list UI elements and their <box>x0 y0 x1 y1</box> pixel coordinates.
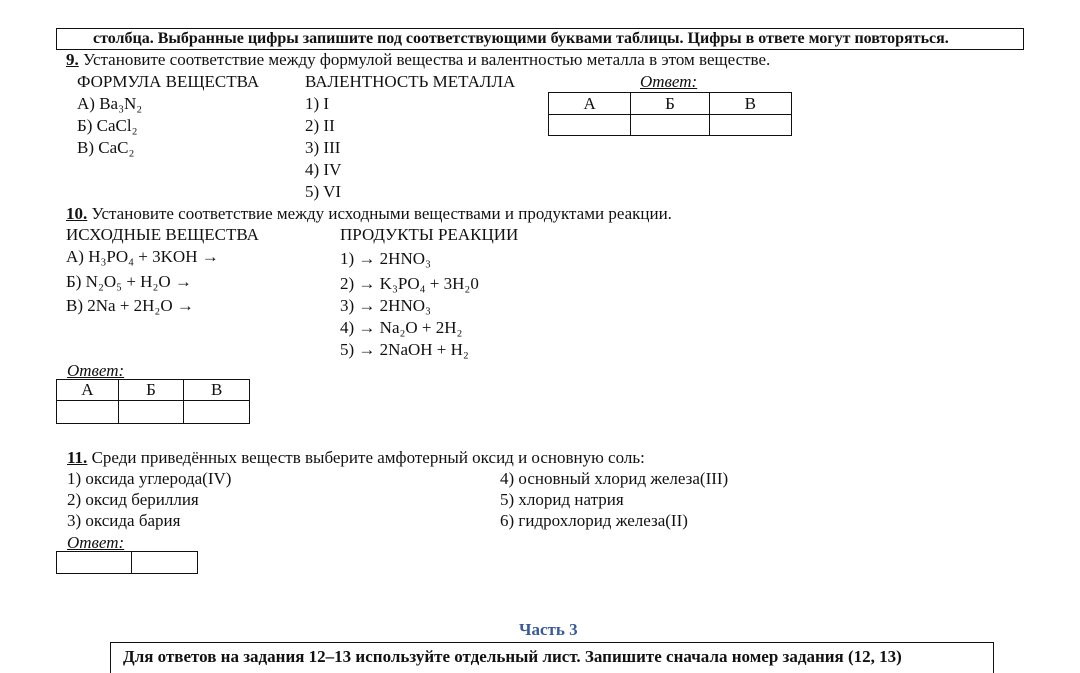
q9-answer-cell[interactable] <box>709 115 791 136</box>
header-instruction-box <box>56 28 1024 50</box>
q11-option: 1) оксида углерода(IV) <box>67 469 232 488</box>
q10-left-header: ИСХОДНЫЕ ВЕЩЕСТВА <box>66 225 259 244</box>
q9-answer-table <box>548 92 792 136</box>
q11-number: 11. <box>67 448 88 467</box>
q11-option: 5) хлорид натрия <box>500 490 624 509</box>
q9-right-item: 4) IV <box>305 160 342 179</box>
q9-answer-cell[interactable] <box>631 115 709 136</box>
part3-title: Часть 3 <box>519 620 578 639</box>
q11-answer-table <box>56 551 198 574</box>
q11-text: Среди приведённых веществ выберите амфотерный оксид и основную соль: <box>87 448 645 467</box>
q9-right-item: 2) II <box>305 116 335 135</box>
q9-prompt <box>66 50 770 70</box>
q10-answer-cell[interactable] <box>184 401 250 424</box>
q10-answer-cell[interactable] <box>118 401 184 424</box>
q9-answer-header: А <box>549 93 631 115</box>
q10-left-item: В) 2Na + 2H₂O → <box>66 296 194 315</box>
q11-option: 2) оксид бериллия <box>67 490 199 509</box>
q11-answer-label: Ответ: <box>67 533 125 552</box>
q11-option: 4) основный хлорид железа(III) <box>500 469 729 488</box>
q11-prompt <box>67 448 645 468</box>
q9-answer-header: Б <box>631 93 709 115</box>
q9-answer-header: В <box>709 93 791 115</box>
q9-answer-cell[interactable] <box>549 115 631 136</box>
q10-answer-header: А <box>57 380 119 401</box>
q9-text: Установите соответствие между формулой вещества и валентностью металла в этом веществе. <box>78 50 771 69</box>
q10-answer-header: Б <box>118 380 184 401</box>
q9-right-header: ВАЛЕНТНОСТЬ МЕТАЛЛА <box>305 72 516 91</box>
q9-number: 9. <box>66 50 79 69</box>
q10-left-item: Б) N₂O₅ + H₂O → <box>66 272 192 291</box>
q10-answer-table <box>56 379 250 424</box>
q10-answer-header: В <box>184 380 250 401</box>
q9-right-item: 1) I <box>305 94 330 113</box>
q10-answer-cell[interactable] <box>57 401 119 424</box>
q10-text: Установите соответствие между исходными веществами и продуктами реакции. <box>87 204 672 223</box>
q11-option: 6) гидрохлорид железа(II) <box>500 511 688 530</box>
q9-answer-label: Ответ: <box>640 72 698 91</box>
q9-left-item: В) CaC₂ <box>77 138 135 157</box>
q10-answer-label: Ответ: <box>67 361 125 380</box>
q9-left-item: А) Ba₃N₂ <box>77 94 143 113</box>
q10-left-item: А) H₃PO₄ + 3KOH → <box>66 247 219 266</box>
q10-right-item: 4) → Na₂O + 2H₂ <box>340 318 463 337</box>
q10-right-item: 3) → 2HNO₃ <box>340 296 431 315</box>
part3-instruction-box <box>110 642 994 673</box>
q9-right-item: 5) VI <box>305 182 342 201</box>
q10-right-item: 2) → K₃PO₄ + 3H₂0 <box>340 274 479 293</box>
part3-instruction-text: Для ответов на задания 12–13 используйте отдельный лист. Запишите сначала номер задания (12, 13) <box>123 647 902 666</box>
q10-right-item: 1) → 2HNO₃ <box>340 249 431 268</box>
q10-right-item: 5) → 2NaOH + H₂ <box>340 340 469 359</box>
q10-number: 10. <box>66 204 88 223</box>
q10-prompt <box>66 204 672 224</box>
q9-left-header: ФОРМУЛА ВЕЩЕСТВА <box>77 72 260 91</box>
q11-answer-cell[interactable] <box>132 552 198 574</box>
q11-option: 3) оксида бария <box>67 511 181 530</box>
q11-answer-cell[interactable] <box>57 552 132 574</box>
q10-right-header: ПРОДУКТЫ РЕАКЦИИ <box>340 225 519 244</box>
q9-left-item: Б) CaCl₂ <box>77 116 138 135</box>
q9-right-item: 3) III <box>305 138 341 157</box>
header-instruction-text: столбца. Выбранные цифры запишите под соответствующими буквами таблицы. Цифры в ответе могут повторяться. <box>93 30 949 47</box>
